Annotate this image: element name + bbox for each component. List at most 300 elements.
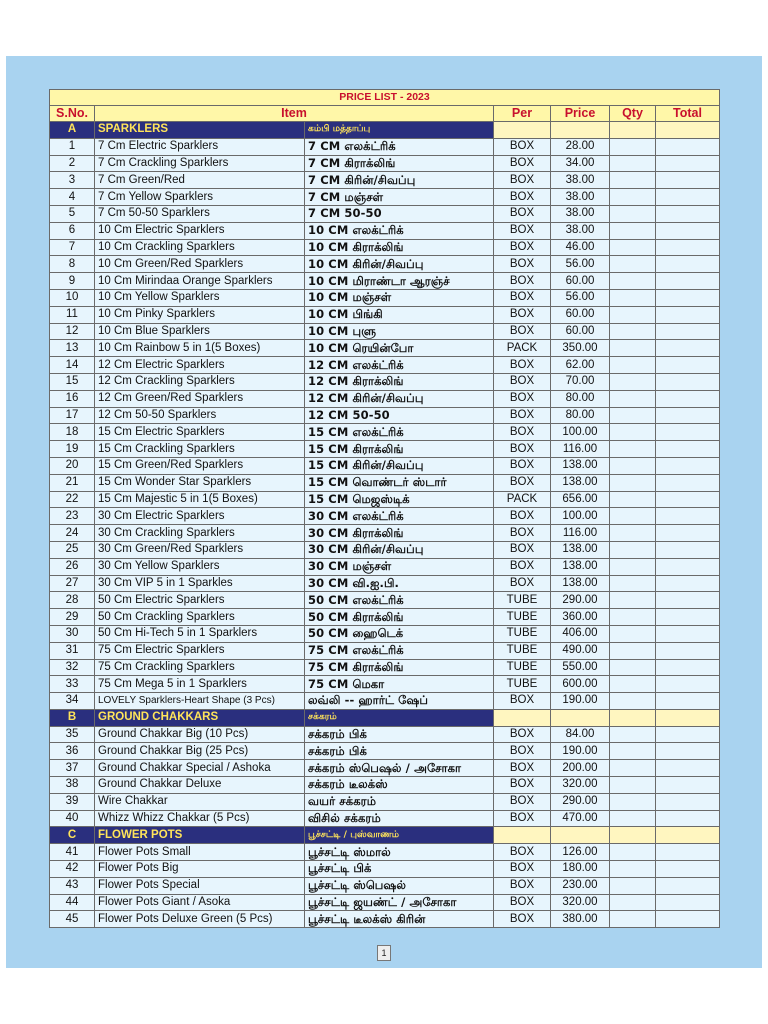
total-cell	[656, 424, 720, 441]
table-row	[50, 726, 720, 743]
qty-cell[interactable]	[610, 642, 656, 659]
price: 116.00	[551, 525, 610, 542]
unit: BOX	[494, 306, 551, 323]
section-letter: A	[50, 122, 95, 139]
qty-cell[interactable]	[610, 844, 656, 861]
header-qty: Qty	[610, 106, 656, 122]
qty-cell[interactable]	[610, 340, 656, 357]
item-name-tamil: சக்கரம் பிக்	[305, 743, 494, 760]
price: 360.00	[551, 609, 610, 626]
price: 470.00	[551, 810, 610, 827]
total-cell	[656, 693, 720, 710]
total-cell	[656, 306, 720, 323]
total-cell	[656, 911, 720, 928]
price: 200.00	[551, 760, 610, 777]
table-row	[50, 777, 720, 794]
qty-cell[interactable]	[610, 373, 656, 390]
total-cell	[656, 642, 720, 659]
price: 190.00	[551, 743, 610, 760]
qty-cell[interactable]	[610, 726, 656, 743]
table-row	[50, 558, 720, 575]
qty-cell[interactable]	[610, 625, 656, 642]
qty-cell[interactable]	[610, 222, 656, 239]
table-row	[50, 625, 720, 642]
qty-cell[interactable]	[610, 390, 656, 407]
total-cell	[656, 659, 720, 676]
serial-number: 33	[50, 676, 95, 693]
price: 62.00	[551, 357, 610, 374]
total-cell	[656, 205, 720, 222]
item-name-tamil: 10 CM மிராண்டா ஆரஞ்ச்	[305, 273, 494, 290]
table-row	[50, 340, 720, 357]
qty-cell[interactable]	[610, 256, 656, 273]
table-row	[50, 424, 720, 441]
item-name-tamil: 7 CM மஞ்சள்	[305, 189, 494, 206]
qty-cell[interactable]	[610, 172, 656, 189]
price: 138.00	[551, 474, 610, 491]
table-row	[50, 273, 720, 290]
item-name: 12 Cm Electric Sparklers	[95, 357, 305, 374]
unit: BOX	[494, 575, 551, 592]
serial-number: 22	[50, 491, 95, 508]
qty-cell[interactable]	[610, 357, 656, 374]
qty-cell[interactable]	[610, 239, 656, 256]
item-name-tamil: சக்கரம் டீலக்ஸ்	[305, 777, 494, 794]
serial-number: 41	[50, 844, 95, 861]
price: 38.00	[551, 222, 610, 239]
item-name-tamil: 50 CM ஹைடெக்	[305, 625, 494, 642]
price: 116.00	[551, 441, 610, 458]
total-cell	[656, 407, 720, 424]
item-name-tamil: விசில் சக்கரம்	[305, 810, 494, 827]
qty-cell[interactable]	[610, 474, 656, 491]
total-cell	[656, 575, 720, 592]
table-row	[50, 508, 720, 525]
table-row	[50, 172, 720, 189]
total-cell	[656, 861, 720, 878]
item-name-tamil: வயர் சக்கரம்	[305, 793, 494, 810]
item-name-tamil: 10 CM கிரின்/சிவப்பு	[305, 256, 494, 273]
price: 46.00	[551, 239, 610, 256]
price: 406.00	[551, 625, 610, 642]
serial-number: 18	[50, 424, 95, 441]
item-name: Flower Pots Big	[95, 861, 305, 878]
total-cell	[656, 357, 720, 374]
qty-cell[interactable]	[610, 508, 656, 525]
table-row	[50, 189, 720, 206]
page-number: 1	[377, 945, 391, 961]
section-total-empty	[656, 709, 720, 726]
item-name: 10 Cm Crackling Sparklers	[95, 239, 305, 256]
table-row	[50, 693, 720, 710]
qty-cell[interactable]	[610, 894, 656, 911]
qty-cell[interactable]	[610, 306, 656, 323]
item-name: 30 Cm Green/Red Sparklers	[95, 541, 305, 558]
item-name-tamil: 10 CM மஞ்சள்	[305, 289, 494, 306]
qty-cell[interactable]	[610, 861, 656, 878]
qty-cell[interactable]	[610, 609, 656, 626]
table-row	[50, 457, 720, 474]
item-name-tamil: 15 CM கிரின்/சிவப்பு	[305, 457, 494, 474]
total-cell	[656, 491, 720, 508]
unit: BOX	[494, 138, 551, 155]
qty-cell[interactable]	[610, 575, 656, 592]
serial-number: 7	[50, 239, 95, 256]
item-name-tamil: 30 CM கிராக்லிங்	[305, 525, 494, 542]
item-name-tamil: 15 CM மெஜஸ்டிக்	[305, 491, 494, 508]
item-name-tamil: 12 CM எலக்ட்ரிக்	[305, 357, 494, 374]
item-name: 75 Cm Crackling Sparklers	[95, 659, 305, 676]
table-row	[50, 323, 720, 340]
unit: BOX	[494, 239, 551, 256]
header-item: Item	[95, 106, 494, 122]
price: 38.00	[551, 205, 610, 222]
item-name: Ground Chakkar Big (10 Pcs)	[95, 726, 305, 743]
item-name-tamil: 7 CM கிரின்/சிவப்பு	[305, 172, 494, 189]
table-row	[50, 659, 720, 676]
unit: BOX	[494, 541, 551, 558]
unit: BOX	[494, 457, 551, 474]
section-total-empty	[656, 827, 720, 844]
unit: BOX	[494, 894, 551, 911]
serial-number: 28	[50, 592, 95, 609]
item-name: 10 Cm Green/Red Sparklers	[95, 256, 305, 273]
serial-number: 14	[50, 357, 95, 374]
price: 100.00	[551, 508, 610, 525]
total-cell	[656, 289, 720, 306]
item-name: Ground Chakkar Special / Ashoka	[95, 760, 305, 777]
item-name-tamil: 10 CM கிராக்லிங்	[305, 239, 494, 256]
qty-cell[interactable]	[610, 592, 656, 609]
total-cell	[656, 592, 720, 609]
serial-number: 16	[50, 390, 95, 407]
serial-number: 3	[50, 172, 95, 189]
serial-number: 23	[50, 508, 95, 525]
section-per-empty	[494, 827, 551, 844]
total-cell	[656, 894, 720, 911]
total-cell	[656, 793, 720, 810]
qty-cell[interactable]	[610, 659, 656, 676]
serial-number: 19	[50, 441, 95, 458]
unit: BOX	[494, 877, 551, 894]
item-name-tamil: 10 CM பிங்கி	[305, 306, 494, 323]
qty-cell[interactable]	[610, 525, 656, 542]
qty-cell[interactable]	[610, 323, 656, 340]
unit: TUBE	[494, 609, 551, 626]
price: 138.00	[551, 457, 610, 474]
qty-cell[interactable]	[610, 541, 656, 558]
table-row	[50, 407, 720, 424]
qty-cell[interactable]	[610, 441, 656, 458]
qty-cell[interactable]	[610, 793, 656, 810]
total-cell	[656, 676, 720, 693]
item-name-tamil: 75 CM மெகா	[305, 676, 494, 693]
unit: BOX	[494, 155, 551, 172]
table-row	[50, 138, 720, 155]
section-letter: B	[50, 709, 95, 726]
total-cell	[656, 726, 720, 743]
item-name-tamil: 50 CM எலக்ட்ரிக்	[305, 592, 494, 609]
item-name: Flower Pots Giant / Asoka	[95, 894, 305, 911]
item-name: Whizz Whizz Chakkar (5 Pcs)	[95, 810, 305, 827]
price: 656.00	[551, 491, 610, 508]
total-cell	[656, 273, 720, 290]
item-name: 50 Cm Electric Sparklers	[95, 592, 305, 609]
serial-number: 6	[50, 222, 95, 239]
item-name-tamil: லவ்லி -- ஹார்ட் ஷேப்	[305, 693, 494, 710]
item-name-tamil: 12 CM கிரின்/சிவப்பு	[305, 390, 494, 407]
qty-cell[interactable]	[610, 693, 656, 710]
section-name: SPARKLERS	[95, 122, 305, 139]
price: 38.00	[551, 189, 610, 206]
section-name: FLOWER POTS	[95, 827, 305, 844]
serial-number: 30	[50, 625, 95, 642]
section-qty-empty	[610, 709, 656, 726]
unit: BOX	[494, 726, 551, 743]
item-name-tamil: பூச்சட்டி ஸ்பெஷல்	[305, 877, 494, 894]
item-name: 10 Cm Mirindaa Orange Sparklers	[95, 273, 305, 290]
item-name: 10 Cm Rainbow 5 in 1(5 Boxes)	[95, 340, 305, 357]
total-cell	[656, 777, 720, 794]
price: 28.00	[551, 138, 610, 155]
price: 380.00	[551, 911, 610, 928]
qty-cell[interactable]	[610, 558, 656, 575]
price: 550.00	[551, 659, 610, 676]
qty-cell[interactable]	[610, 877, 656, 894]
item-name-tamil: 30 CM கிரின்/சிவப்பு	[305, 541, 494, 558]
item-name: 30 Cm VIP 5 in 1 Sparkles	[95, 575, 305, 592]
total-cell	[656, 239, 720, 256]
item-name: Flower Pots Deluxe Green (5 Pcs)	[95, 911, 305, 928]
price: 290.00	[551, 793, 610, 810]
unit: BOX	[494, 424, 551, 441]
section-row	[50, 122, 720, 139]
serial-number: 1	[50, 138, 95, 155]
serial-number: 36	[50, 743, 95, 760]
price: 320.00	[551, 777, 610, 794]
table-row	[50, 810, 720, 827]
item-name-tamil: 15 CM கிராக்லிங்	[305, 441, 494, 458]
price: 490.00	[551, 642, 610, 659]
section-price-empty	[551, 827, 610, 844]
item-name: 50 Cm Hi-Tech 5 in 1 Sparklers	[95, 625, 305, 642]
serial-number: 26	[50, 558, 95, 575]
unit: PACK	[494, 491, 551, 508]
table-row	[50, 525, 720, 542]
qty-cell[interactable]	[610, 491, 656, 508]
item-name: 7 Cm 50-50 Sparklers	[95, 205, 305, 222]
qty-cell[interactable]	[610, 273, 656, 290]
item-name: Flower Pots Small	[95, 844, 305, 861]
table-row	[50, 357, 720, 374]
section-row	[50, 827, 720, 844]
section-name-tamil: சக்கரம்	[305, 709, 494, 726]
section-total-empty	[656, 122, 720, 139]
total-cell	[656, 541, 720, 558]
price-list-title: PRICE LIST - 2023	[50, 90, 720, 106]
serial-number: 10	[50, 289, 95, 306]
unit: BOX	[494, 189, 551, 206]
qty-cell[interactable]	[610, 424, 656, 441]
price: 60.00	[551, 273, 610, 290]
item-name: 30 Cm Crackling Sparklers	[95, 525, 305, 542]
table-row	[50, 911, 720, 928]
unit: BOX	[494, 558, 551, 575]
serial-number: 13	[50, 340, 95, 357]
item-name-tamil: சக்கரம் பிக்	[305, 726, 494, 743]
qty-cell[interactable]	[610, 676, 656, 693]
qty-cell[interactable]	[610, 407, 656, 424]
item-name: Wire Chakkar	[95, 793, 305, 810]
serial-number: 12	[50, 323, 95, 340]
total-cell	[656, 760, 720, 777]
section-name-tamil: கம்பி மத்தாப்பு	[305, 122, 494, 139]
table-row	[50, 441, 720, 458]
qty-cell[interactable]	[610, 810, 656, 827]
total-cell	[656, 558, 720, 575]
price: 84.00	[551, 726, 610, 743]
price: 100.00	[551, 424, 610, 441]
item-name-tamil: 12 CM கிராக்லிங்	[305, 373, 494, 390]
qty-cell[interactable]	[610, 743, 656, 760]
total-cell	[656, 625, 720, 642]
total-cell	[656, 810, 720, 827]
serial-number: 15	[50, 373, 95, 390]
item-name-tamil: 75 CM எலக்ட்ரிக்	[305, 642, 494, 659]
table-row	[50, 390, 720, 407]
unit: TUBE	[494, 642, 551, 659]
item-name: Flower Pots Special	[95, 877, 305, 894]
unit: BOX	[494, 508, 551, 525]
total-cell	[656, 373, 720, 390]
qty-cell[interactable]	[610, 911, 656, 928]
unit: BOX	[494, 693, 551, 710]
unit: BOX	[494, 289, 551, 306]
serial-number: 32	[50, 659, 95, 676]
serial-number: 39	[50, 793, 95, 810]
item-name-tamil: 50 CM கிராக்லிங்	[305, 609, 494, 626]
item-name-tamil: 15 CM வொண்டர் ஸ்டார்	[305, 474, 494, 491]
unit: BOX	[494, 441, 551, 458]
price: 60.00	[551, 323, 610, 340]
total-cell	[656, 256, 720, 273]
item-name: 15 Cm Majestic 5 in 1(5 Boxes)	[95, 491, 305, 508]
item-name-tamil: 7 CM கிராக்லிங்	[305, 155, 494, 172]
item-name-tamil: 30 CM வி.ஐ.பி.	[305, 575, 494, 592]
table-row	[50, 222, 720, 239]
total-cell	[656, 508, 720, 525]
total-cell	[656, 390, 720, 407]
unit: BOX	[494, 172, 551, 189]
serial-number: 44	[50, 894, 95, 911]
table-row	[50, 474, 720, 491]
table-row	[50, 743, 720, 760]
header-price: Price	[551, 106, 610, 122]
qty-cell[interactable]	[610, 138, 656, 155]
section-price-empty	[551, 122, 610, 139]
unit: BOX	[494, 760, 551, 777]
serial-number: 20	[50, 457, 95, 474]
serial-number: 27	[50, 575, 95, 592]
price: 70.00	[551, 373, 610, 390]
price: 138.00	[551, 558, 610, 575]
serial-number: 43	[50, 877, 95, 894]
table-row	[50, 592, 720, 609]
serial-number: 25	[50, 541, 95, 558]
header-per: Per	[494, 106, 551, 122]
table-row	[50, 541, 720, 558]
item-name: 12 Cm Crackling Sparklers	[95, 373, 305, 390]
total-cell	[656, 525, 720, 542]
total-cell	[656, 441, 720, 458]
total-cell	[656, 609, 720, 626]
price: 80.00	[551, 407, 610, 424]
price: 80.00	[551, 390, 610, 407]
item-name: LOVELY Sparklers-Heart Shape (3 Pcs)	[95, 693, 305, 710]
section-name: GROUND CHAKKARS	[95, 709, 305, 726]
total-cell	[656, 877, 720, 894]
total-cell	[656, 172, 720, 189]
price: 138.00	[551, 541, 610, 558]
item-name-tamil: 30 CM எலக்ட்ரிக்	[305, 508, 494, 525]
table-row	[50, 676, 720, 693]
total-cell	[656, 189, 720, 206]
item-name: 10 Cm Yellow Sparklers	[95, 289, 305, 306]
section-letter: C	[50, 827, 95, 844]
serial-number: 5	[50, 205, 95, 222]
price-list-table	[49, 89, 720, 928]
item-name: 75 Cm Mega 5 in 1 Sparklers	[95, 676, 305, 693]
price: 60.00	[551, 306, 610, 323]
total-cell	[656, 457, 720, 474]
table-row	[50, 239, 720, 256]
item-name: Ground Chakkar Deluxe	[95, 777, 305, 794]
unit: BOX	[494, 861, 551, 878]
item-name: 7 Cm Electric Sparklers	[95, 138, 305, 155]
serial-number: 17	[50, 407, 95, 424]
qty-cell[interactable]	[610, 760, 656, 777]
unit: BOX	[494, 323, 551, 340]
qty-cell[interactable]	[610, 189, 656, 206]
qty-cell[interactable]	[610, 289, 656, 306]
unit: BOX	[494, 810, 551, 827]
unit: BOX	[494, 357, 551, 374]
item-name: 15 Cm Crackling Sparklers	[95, 441, 305, 458]
item-name: 12 Cm 50-50 Sparklers	[95, 407, 305, 424]
qty-cell[interactable]	[610, 205, 656, 222]
price: 126.00	[551, 844, 610, 861]
header-row	[50, 106, 720, 122]
item-name-tamil: பூச்சட்டி பிக்	[305, 861, 494, 878]
item-name-tamil: சக்கரம் ஸ்பெஷல் / அசோகா	[305, 760, 494, 777]
serial-number: 45	[50, 911, 95, 928]
unit: BOX	[494, 743, 551, 760]
item-name: 30 Cm Yellow Sparklers	[95, 558, 305, 575]
qty-cell[interactable]	[610, 777, 656, 794]
qty-cell[interactable]	[610, 457, 656, 474]
qty-cell[interactable]	[610, 155, 656, 172]
unit: TUBE	[494, 659, 551, 676]
table-row	[50, 861, 720, 878]
serial-number: 34	[50, 693, 95, 710]
price: 320.00	[551, 894, 610, 911]
table-row	[50, 844, 720, 861]
unit: BOX	[494, 273, 551, 290]
price: 190.00	[551, 693, 610, 710]
total-cell	[656, 743, 720, 760]
price: 230.00	[551, 877, 610, 894]
unit: BOX	[494, 474, 551, 491]
